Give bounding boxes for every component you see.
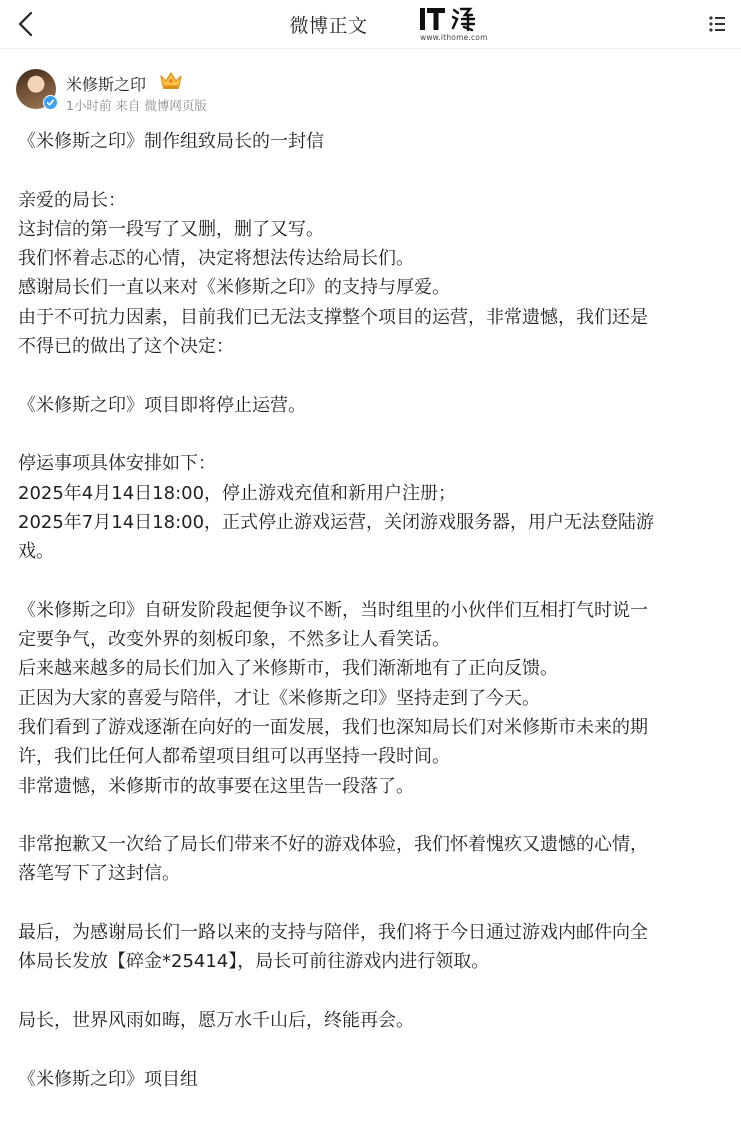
post-text-line — [18, 889, 725, 918]
post-text-line: 停运事项具体安排如下： — [18, 453, 216, 475]
post-text-line: 体局长发放【碎金*25414】，局长可前往游戏内进行领取。 — [18, 951, 490, 973]
ithome-logo-mark — [418, 6, 486, 32]
post-text-line — [18, 156, 725, 185]
post-author — [0, 49, 741, 119]
verified-badge-icon — [43, 95, 58, 110]
post-text-line: 正因为大家的喜爱与陪伴，才让《米修斯之印》坚持走到了今天。 — [18, 687, 540, 709]
ithome-url: www.ithome.com — [420, 33, 488, 42]
more-button[interactable] — [703, 10, 731, 38]
post-text-line: 局长，世界风雨如晦，愿万水千山后，终能再会。 — [18, 1009, 414, 1031]
post-text-line: 感谢局长们一直以来对《米修斯之印》的支持与厚爱。 — [18, 277, 450, 299]
post-text-line: 2025年7月14日18:00，正式停止游戏运营，关闭游戏服务器，用户无法登陆游 — [18, 511, 655, 533]
post-text-line — [18, 977, 725, 1006]
more-vertical-icon — [708, 14, 726, 34]
post-text-line: 我们看到了游戏逐渐在向好的一面发展，我们也深知局长们对米修斯市未来的期 — [18, 716, 648, 738]
post-text-line: 2025年4月14日18:00，停止游戏充值和新用户注册； — [18, 482, 457, 504]
post-text-line: 定要争气，改变外界的刻板印象，不然多让人看笑话。 — [18, 629, 450, 651]
page-title: 微博正文 — [289, 14, 368, 37]
post-text-line: 许，我们比任何人都希望项目组可以再坚持一段时间。 — [18, 746, 450, 768]
post-text-line: 后来越来越多的局长们加入了米修斯市，我们渐渐地有了正向反馈。 — [18, 658, 558, 680]
post-text-line — [18, 361, 725, 390]
post-text-line: 这封信的第一段写了又删，删了又写。 — [18, 218, 324, 240]
post-text-line: 戏。 — [18, 541, 54, 563]
back-button[interactable] — [10, 8, 42, 40]
post-text-line: 由于不可抗力因素，目前我们已无法支撑整个项目的运营，非常遗憾，我们还是 — [18, 306, 648, 328]
post-text-line: 最后，为感谢局长们一路以来的支持与陪伴，我们将于今日通过游戏内邮件向全 — [18, 922, 648, 944]
post-text-line — [18, 566, 725, 595]
post-text-line: 不得已的做出了这个决定： — [18, 336, 234, 358]
post-text-line — [18, 801, 725, 830]
post-text-line: 《米修斯之印》制作组致局长的一封信 — [18, 131, 324, 152]
post-text-line: 亲爱的局长： — [18, 189, 126, 211]
post-text-line: 我们怀着忐忑的心情，决定将想法传达给局长们。 — [18, 248, 414, 270]
top-bar — [0, 0, 741, 49]
crown-badge-icon — [158, 69, 184, 91]
chevron-left-icon — [16, 11, 36, 37]
post-text-line: 《米修斯之印》项目即将停止运营。 — [18, 394, 306, 416]
post-text-line: 《米修斯之印》项目组 — [18, 1068, 198, 1090]
post-text-line: 非常抱歉又一次给了局长们带来不好的游戏体验，我们怀着愧疚又遗憾的心情， — [18, 834, 648, 856]
post-text-line — [18, 1035, 725, 1064]
post-content — [0, 119, 741, 1094]
post-text-line: 《米修斯之印》自研发阶段起便争议不断，当时组里的小伙伴们互相打气时说一 — [18, 599, 648, 621]
post-meta: 1小时前 来自 微博网页版 — [66, 98, 207, 113]
ithome-logo — [418, 6, 486, 44]
post-text-line: 落笔写下了这封信。 — [18, 863, 180, 885]
username[interactable]: 米修斯之印 — [66, 75, 147, 94]
post-text-line: 非常遗憾，米修斯市的故事要在这里告一段落了。 — [18, 775, 414, 797]
post-text-line — [18, 420, 725, 449]
